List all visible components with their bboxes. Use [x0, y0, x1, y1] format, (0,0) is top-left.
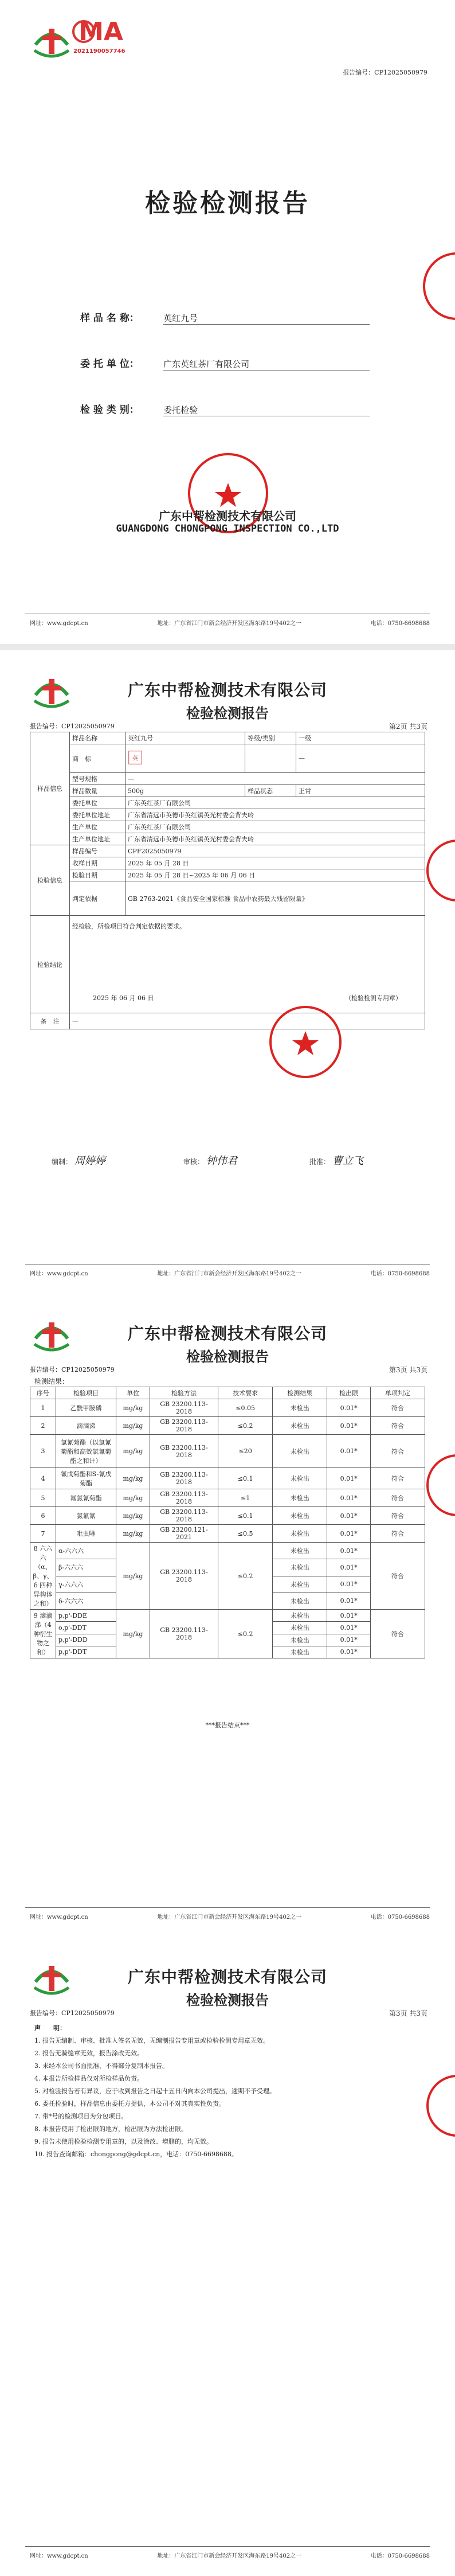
statement-item: 5. 对检验报告若有异议，应于收到报告之日起十五日内向本公司提出，逾期不予受理。 — [34, 2087, 276, 2095]
table-cell: 未检出 — [273, 1507, 327, 1525]
table-row — [30, 1489, 425, 1507]
table-cell: 未检出 — [273, 1593, 327, 1609]
edge-seal-icon — [426, 2075, 455, 2137]
edge-seal-icon — [423, 252, 455, 320]
table-cell: GB 23200.121-2021 — [150, 1525, 218, 1543]
table-cell: 符合 — [370, 1610, 425, 1658]
seal-note: （检验检测专用章） — [345, 994, 402, 1002]
table-row — [30, 1525, 425, 1543]
table-cell: 吡虫啉 — [56, 1525, 116, 1543]
report-number: 报告编号：CP12025050979 — [30, 1366, 115, 1373]
field-value: 2025 年 05 月 28 日 — [125, 857, 425, 869]
statement-item: 4. 本报告所检样品仅对所检样品负责。 — [34, 2075, 143, 2082]
table-cell: GB 23200.113-2018 — [150, 1489, 218, 1507]
table-cell: 8 六六六（α、β、γ、δ 四种异构体之和） — [30, 1543, 56, 1610]
table-cell: 未检出 — [273, 1489, 327, 1507]
table-cell: 氯氰菊酯（以氯氰菊酯和高效氯氰菊酯之和计） — [56, 1435, 116, 1468]
table-cell: 未检出 — [273, 1622, 327, 1634]
company-logo-icon — [30, 22, 73, 63]
statement-item: 8. 本报告使用了检出限的地方，检出限为方法检出限。 — [34, 2125, 187, 2133]
col-header: 检出限 — [327, 1387, 370, 1399]
table-row — [30, 1417, 425, 1435]
table-cell: 0.01* — [327, 1489, 370, 1507]
section-label: 检验结论 — [30, 916, 70, 1013]
table-cell: 符合 — [370, 1468, 425, 1489]
field-value: GB 2763-2021《食品安全国家标准 食品中农药最大残留限量》 — [125, 881, 425, 916]
field-label: 样品数量 — [70, 785, 125, 797]
field-label: 委托单位 — [70, 797, 125, 809]
table-cell: 符合 — [370, 1399, 425, 1417]
statement-item: 10. 报告查询邮箱：chongpong@gdcpt.cn，电话：0750-6698688。 — [34, 2150, 238, 2158]
table-cell: δ-六六六 — [56, 1593, 116, 1609]
table-cell: 0.01* — [327, 1622, 370, 1634]
footer-address: 地址：广东省江门市新会经济开发区海东路19号402之一 — [157, 1914, 302, 1921]
page-number: 第3页 共3页 — [389, 1366, 427, 1374]
footer-rule — [25, 2546, 430, 2547]
table-cell: ≤0.05 — [218, 1399, 273, 1417]
sig-name: 钟伟君 — [206, 1155, 237, 1167]
report-end-mark: ***报告结束*** — [205, 1722, 250, 1729]
cover-row-client — [80, 356, 378, 370]
cover-label: 委 托 单 位： — [80, 358, 139, 370]
table-cell: 符合 — [370, 1525, 425, 1543]
table-cell: mg/kg — [116, 1399, 150, 1417]
col-header: 序号 — [30, 1387, 56, 1399]
table-cell: 氰戊菊酯和S-氰戊菊酯 — [56, 1468, 116, 1489]
table-cell: 5 — [30, 1489, 56, 1507]
sig-name: 周婷婷 — [74, 1155, 105, 1167]
statement-item: 1. 报告无编制、审核、批准人签名无效，无编制报告专用章或检验检测专用章无效。 — [34, 2037, 269, 2044]
table-cell: mg/kg — [116, 1468, 150, 1489]
sig-label: 编制： — [52, 1158, 73, 1166]
field-value: CPF2025050979 — [125, 845, 425, 857]
col-header: 检验方法 — [150, 1387, 218, 1399]
col-header: 单项判定 — [370, 1387, 425, 1399]
cover-value: 英红九号 — [163, 312, 370, 325]
footer-web: 网址：www.gdcpt.cn — [30, 620, 88, 627]
prepared-by — [52, 1153, 105, 1168]
company-name-en: GUANGDONG CHONGPONG INSPECTION CO.,LTD — [116, 523, 339, 534]
field-value: 500g — [125, 785, 245, 797]
footer-address: 地址：广东省江门市新会经济开发区海东路19号402之一 — [157, 620, 302, 627]
table-cell: α-六六六 — [56, 1543, 116, 1559]
table-cell: 9 滴滴涕（4 种衍生物之和） — [30, 1610, 56, 1658]
sig-label: 审核： — [183, 1158, 205, 1166]
table-cell: 0.01* — [327, 1435, 370, 1468]
table-cell: 7 — [30, 1525, 56, 1543]
table-cell: mg/kg — [116, 1610, 150, 1658]
table-cell: mg/kg — [116, 1543, 150, 1610]
footer-phone: 电话：0750-6698688 — [370, 1271, 430, 1277]
table-cell: 0.01* — [327, 1417, 370, 1435]
cover-row-sample — [80, 310, 378, 325]
table-cell: ≤0.5 — [218, 1525, 273, 1543]
conclusion-text: 经检验，所检项目符合判定依据的要求。 — [72, 923, 186, 930]
table-cell: 乙酰甲胺磷 — [56, 1399, 116, 1417]
edge-seal-icon — [426, 1454, 455, 1516]
statement-item: 7. 带*号的检测项目为分包项目。 — [34, 2113, 128, 2120]
report-page-3 — [0, 1294, 455, 1938]
footer-address: 地址：广东省江门市新会经济开发区海东路19号402之一 — [157, 2553, 302, 2559]
table-cell: β-六六六 — [56, 1559, 116, 1576]
cover-label: 样 品 名 称： — [80, 313, 139, 324]
table-cell: 未检出 — [273, 1646, 327, 1658]
field-label: 判定依据 — [70, 881, 125, 916]
section-label: 样品信息 — [30, 732, 70, 845]
field-value: 广东省清远市英德市英红镇英光村委会背夫岭 — [125, 809, 425, 821]
report-number: 报告编号：CP12025050979 — [30, 723, 115, 730]
table-cell: 未检出 — [273, 1435, 327, 1468]
table-cell: 未检出 — [273, 1468, 327, 1489]
table-cell: 6 — [30, 1507, 56, 1525]
table-cell: ≤0.2 — [218, 1543, 273, 1610]
table-cell: mg/kg — [116, 1417, 150, 1435]
results-heading: 检测结果： — [34, 1377, 69, 1385]
table-cell: GB 23200.113-2018 — [150, 1435, 218, 1468]
table-cell: o,p'-DDT — [56, 1622, 116, 1634]
table-cell: ≤0.1 — [218, 1507, 273, 1525]
results-table — [30, 1387, 425, 1658]
svg-text:MA: MA — [79, 17, 123, 46]
col-header: 检测结果 — [273, 1387, 327, 1399]
table-cell: 0.01* — [327, 1634, 370, 1646]
table-cell: 未检出 — [273, 1610, 327, 1622]
footer-web: 网址：www.gdcpt.cn — [30, 1914, 88, 1921]
field-value: 正常 — [296, 785, 425, 797]
col-header: 检验项目 — [56, 1387, 116, 1399]
field-value: 广东省清远市英德市英红镇英光村委会背夫岭 — [125, 833, 425, 845]
company-title: 广东中帮检测技术有限公司 — [127, 1324, 327, 1343]
table-cell: 符合 — [370, 1507, 425, 1525]
table-cell: 0.01* — [327, 1576, 370, 1593]
table-cell: 3 — [30, 1435, 56, 1468]
table-cell: 0.01* — [327, 1525, 370, 1543]
sig-name: 曹立飞 — [332, 1155, 363, 1167]
table-cell: 未检出 — [273, 1399, 327, 1417]
table-cell: 未检出 — [273, 1417, 327, 1435]
reviewed-by — [183, 1153, 237, 1168]
table-cell: 符合 — [370, 1543, 425, 1610]
statement-item: 3. 未经本公司书面批准，不得部分复制本报告。 — [34, 2062, 168, 2070]
table-cell: γ-六六六 — [56, 1576, 116, 1593]
table-cell: GB 23200.113-2018 — [150, 1507, 218, 1525]
table-cell: mg/kg — [116, 1525, 150, 1543]
table-cell: GB 23200.113-2018 — [150, 1468, 218, 1489]
table-cell: ≤20 — [218, 1435, 273, 1468]
field-value: — — [70, 1013, 425, 1029]
field-label: 样品编号 — [70, 845, 125, 857]
report-page-4 — [0, 1937, 455, 2576]
table-cell: ≤1 — [218, 1489, 273, 1507]
table-cell: GB 23200.113-2018 — [150, 1610, 218, 1658]
table-cell: 0.01* — [327, 1543, 370, 1559]
table-cell: 0.01* — [327, 1399, 370, 1417]
section-label: 检验信息 — [30, 845, 70, 916]
field-value: 一级 — [296, 732, 425, 744]
statement-item: 6. 委托检验时，样品信息由委托方提供，本公司不对其真实性负责。 — [34, 2100, 225, 2107]
trademark-image-icon — [125, 744, 245, 773]
field-label: 备 注 — [30, 1013, 70, 1029]
field-label: 委托单位地址 — [70, 809, 125, 821]
cover-row-type — [80, 401, 378, 416]
field-value: 英红九号 — [125, 732, 245, 744]
table-cell: ≤0.1 — [218, 1468, 273, 1489]
table-cell: 氟氯氰菊酯 — [56, 1489, 116, 1507]
table-cell: GB 23200.113-2018 — [150, 1417, 218, 1435]
table-cell: 0.01* — [327, 1646, 370, 1658]
sample-info-table — [30, 732, 425, 1029]
field-value: — — [125, 773, 425, 785]
field-label: 型号规格 — [70, 773, 125, 785]
statement-item: 9. 报告未使用检验检测专用章的，以及涂改、增删的，均无效。 — [34, 2138, 213, 2145]
report-subtitle: 检验检测报告 — [186, 1348, 269, 1365]
company-name-cn: 广东中帮检测技术有限公司 — [159, 509, 296, 523]
table-cell: ≤0.2 — [218, 1417, 273, 1435]
table-cell: 2 — [30, 1417, 56, 1435]
footer-address: 地址：广东省江门市新会经济开发区海东路19号402之一 — [157, 1271, 302, 1277]
cover-title: 检验检测报告 — [145, 189, 310, 218]
table-cell: 未检出 — [273, 1525, 327, 1543]
footer — [30, 1269, 430, 1277]
table-cell: 未检出 — [273, 1543, 327, 1559]
field-label: 收样日期 — [70, 857, 125, 869]
report-page-2 — [0, 650, 455, 1294]
table-row — [30, 1507, 425, 1525]
cma-logo-icon — [72, 17, 130, 46]
footer-phone: 电话：0750-6698688 — [370, 1914, 430, 1921]
report-subtitle: 检验检测报告 — [186, 705, 269, 721]
field-value: 2025 年 05 月 28 日~2025 年 06 月 06 日 — [125, 869, 425, 881]
page-number: 第2页 共3页 — [389, 723, 427, 731]
table-cell: 未检出 — [273, 1559, 327, 1576]
field-value: 广东英红茶厂有限公司 — [125, 821, 425, 833]
cma-number: 2021190057746 — [73, 48, 125, 54]
report-subtitle: 检验检测报告 — [186, 1992, 269, 2008]
cover-label: 检 验 类 别： — [80, 404, 139, 416]
table-cell: 4 — [30, 1468, 56, 1489]
field-label: 样品状态 — [245, 785, 296, 797]
sig-label: 批准： — [309, 1158, 331, 1166]
statement-heading: 声 明： — [34, 2024, 66, 2032]
table-cell: 符合 — [370, 1489, 425, 1507]
footer-phone: 电话：0750-6698688 — [370, 620, 430, 627]
footer-phone: 电话：0750-6698688 — [370, 2553, 430, 2559]
field-label: 生产单位地址 — [70, 833, 125, 845]
footer-web: 网址：www.gdcpt.cn — [30, 1271, 88, 1277]
table-cell: mg/kg — [116, 1489, 150, 1507]
table-row — [30, 1543, 425, 1559]
company-title: 广东中帮检测技术有限公司 — [127, 681, 327, 700]
table-cell: GB 23200.113-2018 — [150, 1399, 218, 1417]
table-cell: p,p'-DDE — [56, 1610, 116, 1622]
page-number: 第3页 共3页 — [389, 2009, 427, 2017]
report-number: 报告编号：CP12025050979 — [30, 2009, 115, 2017]
cover-value: 委托检验 — [163, 404, 370, 416]
table-cell: 符合 — [370, 1435, 425, 1468]
table-cell: 0.01* — [327, 1559, 370, 1576]
statement-item: 2. 报告无骑缝章无效，报告涂改无效。 — [34, 2050, 143, 2057]
sign-date: 2025 年 06 月 06 日 — [93, 994, 154, 1002]
table-cell: 滴滴涕 — [56, 1417, 116, 1435]
table-cell: mg/kg — [116, 1507, 150, 1525]
svg-text:英: 英 — [132, 755, 139, 762]
table-cell: ≤0.2 — [218, 1610, 273, 1658]
table-row — [30, 1399, 425, 1417]
company-title: 广东中帮检测技术有限公司 — [127, 1968, 327, 1986]
field-label: 样品名称 — [70, 732, 125, 744]
field-label: 检验日期 — [70, 869, 125, 881]
table-row — [30, 1610, 425, 1622]
table-cell: 0.01* — [327, 1507, 370, 1525]
table-cell: 0.01* — [327, 1593, 370, 1609]
table-row — [30, 1468, 425, 1489]
table-cell: 符合 — [370, 1417, 425, 1435]
report-number: 报告编号：CP12025050979 — [343, 69, 427, 76]
table-cell: GB 23200.113-2018 — [150, 1543, 218, 1610]
col-header: 单位 — [116, 1387, 150, 1399]
report-page-cover — [0, 0, 455, 644]
field-label: 等级/类别 — [245, 732, 296, 744]
table-cell: mg/kg — [116, 1435, 150, 1468]
cover-value: 广东英红茶厂有限公司 — [163, 358, 370, 370]
footer-web: 网址：www.gdcpt.cn — [30, 2553, 88, 2559]
table-cell: p,p'-DDT — [56, 1646, 116, 1658]
table-cell: 氯氟氰 — [56, 1507, 116, 1525]
statement-block — [34, 2022, 424, 2161]
field-label: 商 标 — [70, 744, 125, 773]
table-cell: 未检出 — [273, 1576, 327, 1593]
approved-by — [309, 1153, 363, 1168]
footer — [30, 1912, 430, 1921]
edge-seal-icon — [426, 840, 455, 901]
field-label: 生产单位 — [70, 821, 125, 833]
inspection-seal-icon — [269, 1006, 342, 1078]
table-cell: 0.01* — [327, 1468, 370, 1489]
table-row — [30, 1435, 425, 1468]
footer — [30, 2551, 430, 2559]
footer-rule — [25, 1907, 430, 1908]
field-value: — — [296, 744, 425, 773]
table-cell: 1 — [30, 1399, 56, 1417]
col-header: 技术要求 — [218, 1387, 273, 1399]
footer — [30, 618, 430, 627]
table-cell: 未检出 — [273, 1634, 327, 1646]
table-cell: 0.01* — [327, 1610, 370, 1622]
table-cell: p,p'-DDD — [56, 1634, 116, 1646]
field-value: 广东英红茶厂有限公司 — [125, 797, 425, 809]
